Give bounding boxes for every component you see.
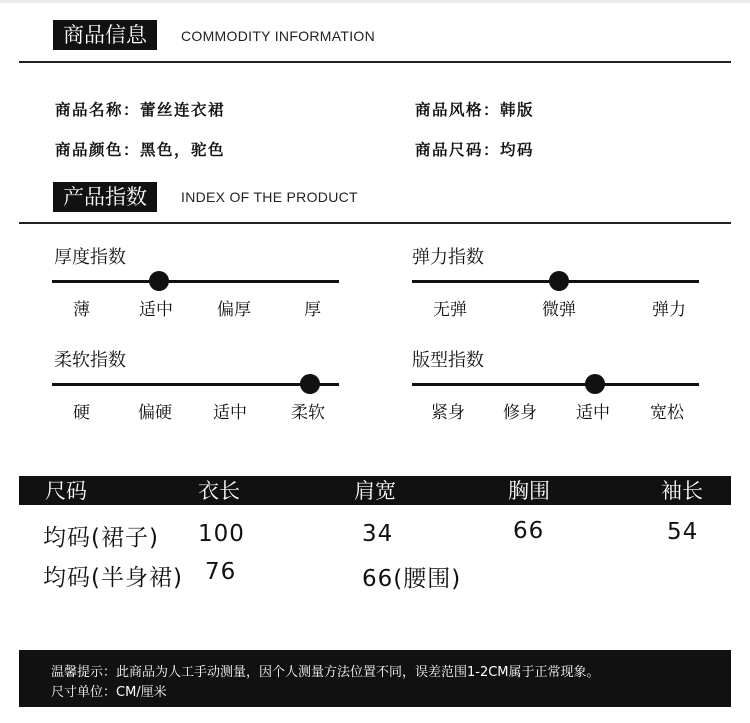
size-table-header-cell: 袖长 <box>661 479 703 503</box>
softness-tick: 柔软 <box>291 403 325 423</box>
softness-index-label: 柔软指数 <box>54 350 126 371</box>
unit-text: 尺寸单位：CM/厘米 <box>51 685 167 700</box>
fit-scale-line <box>412 383 699 386</box>
size-table-header-cell: 胸围 <box>508 479 550 503</box>
notice-box <box>19 650 731 707</box>
thickness-tick: 薄 <box>73 300 90 320</box>
elasticity-index-label: 弹力指数 <box>412 247 484 268</box>
size-table-header-cell: 尺码 <box>45 479 87 503</box>
size-table-cell: 66 <box>513 518 545 544</box>
elasticity-tick: 无弹 <box>433 300 467 320</box>
elasticity-tick: 弹力 <box>652 300 686 320</box>
thickness-indicator <box>149 271 169 291</box>
fit-indicator <box>585 374 605 394</box>
thickness-tick: 厚 <box>304 300 321 320</box>
softness-indicator <box>300 374 320 394</box>
commodity-info-subtitle: COMMODITY INFORMATION <box>181 28 375 44</box>
product-index-title: 产品指数 <box>53 182 157 212</box>
size-table-header-cell: 肩宽 <box>354 479 396 503</box>
softness-tick: 偏硬 <box>138 403 172 423</box>
product-index-subtitle: INDEX OF THE PRODUCT <box>181 189 358 205</box>
top-border <box>0 0 750 3</box>
fit-index-label: 版型指数 <box>412 350 484 371</box>
section-divider <box>19 61 731 63</box>
commodity-info-title: 商品信息 <box>53 20 157 50</box>
product-name: 商品名称：蕾丝连衣裙 <box>55 101 226 119</box>
fit-tick: 紧身 <box>431 403 465 423</box>
size-table-cell: 76 <box>205 559 237 585</box>
thickness-index-label: 厚度指数 <box>54 247 126 268</box>
elasticity-tick: 微弹 <box>542 300 576 320</box>
product-style: 商品风格：韩版 <box>415 101 535 119</box>
softness-scale-line <box>52 383 339 386</box>
size-table-header-cell: 衣长 <box>198 479 240 503</box>
section-divider <box>19 222 731 224</box>
size-table-cell: 66(腰围) <box>362 566 462 592</box>
size-table-cell: 54 <box>667 519 699 545</box>
thickness-scale-line <box>52 280 339 283</box>
product-size: 商品尺码：均码 <box>415 141 535 159</box>
fit-tick: 适中 <box>576 403 610 423</box>
softness-tick: 硬 <box>73 403 90 423</box>
product-color: 商品颜色：黑色，驼色 <box>55 141 226 159</box>
size-table-cell: 均码(半身裙) <box>43 565 183 591</box>
fit-tick: 宽松 <box>650 403 684 423</box>
notice-text: 温馨提示：此商品为人工手动测量，因个人测量方法位置不同，误差范围1-2CM属于正常现象。 <box>51 665 600 680</box>
thickness-tick: 偏厚 <box>217 300 251 320</box>
thickness-tick: 适中 <box>139 300 173 320</box>
size-table-cell: 34 <box>362 521 394 547</box>
softness-tick: 适中 <box>213 403 247 423</box>
fit-tick: 修身 <box>503 403 537 423</box>
size-table-cell: 均码(裙子) <box>43 525 159 551</box>
size-table-cell: 100 <box>198 521 245 547</box>
elasticity-indicator <box>549 271 569 291</box>
